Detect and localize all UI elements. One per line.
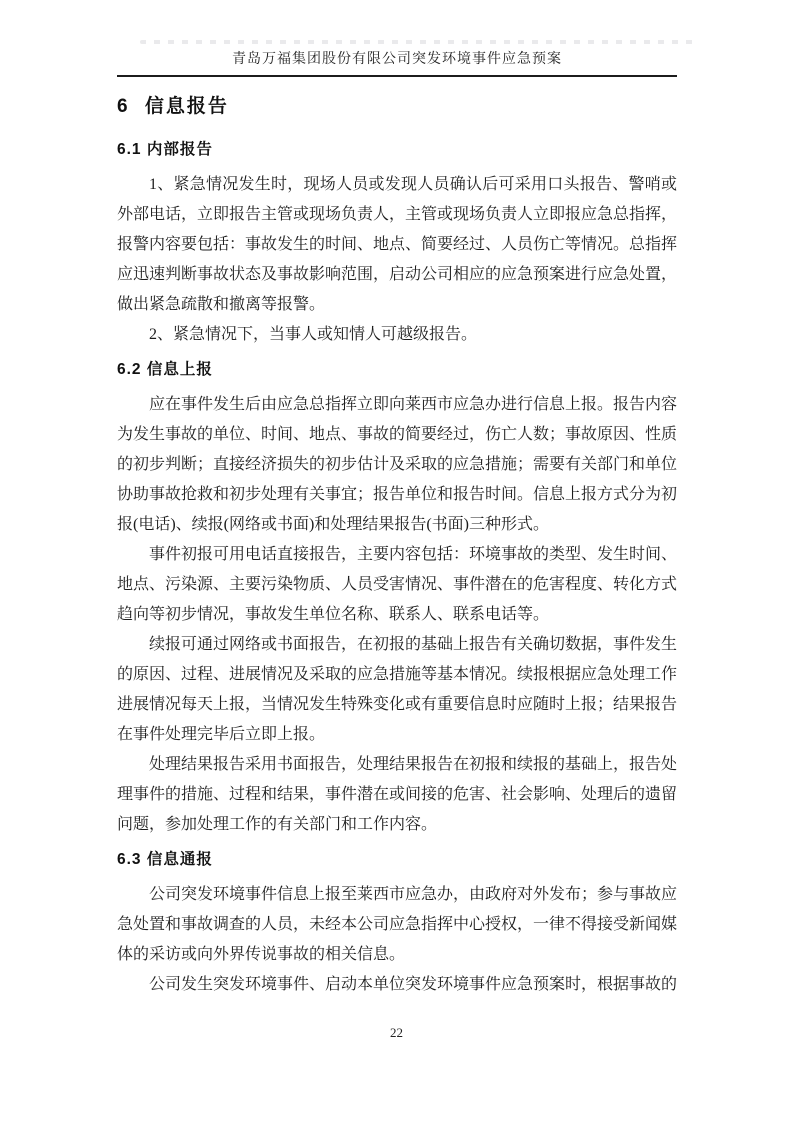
paragraph: 应在事件发生后由应急总指挥立即向莱西市应急办进行信息上报。报告内容为发生事故的单位、时间、地点、事故的简要经过，伤亡人数；事故原因、性质的初步判断；直接经济损失的初步估计及采取的应急措施；需要有关部门和单位协助事故抢救和初步处理有关事宜；报告单位和报告时间。信息上报方式分为初报(电话)、续报(网络或书面)和处理结果报告(书面)三种形式。 bbox=[117, 396, 678, 533]
page-footer bbox=[0, 1024, 793, 1042]
paragraph: 2、紧急情况下，当事人或知情人可越级报告。 bbox=[149, 326, 478, 343]
section-heading: 6.2 信息上报 bbox=[117, 361, 213, 378]
header-rule bbox=[117, 75, 677, 77]
header-title: 青岛万福集团股份有限公司突发环境事件应急预案 bbox=[232, 52, 562, 67]
paragraph: 1、紧急情况发生时，现场人员或发现人员确认后可采用口头报告、警哨或外部电话，立即报告主管或现场负责人，主管或现场负责人立即报应急总指挥，报警内容要包括：事故发生的时间、地点、简要经过、人员伤亡等情况。总指挥应迅速判断事故状态及事故影响范围，启动公司相应的应急预案进行应急处置，做出紧急疏散和撤离等报警。 bbox=[117, 176, 678, 313]
scan-noise-artifact bbox=[140, 40, 700, 44]
chapter-title: 6 信息报告 bbox=[117, 96, 229, 117]
section-heading: 6.1 内部报告 bbox=[117, 141, 213, 158]
paragraph: 公司突发环境事件信息上报至莱西市应急办，由政府对外发布；参与事故应急处置和事故调查的人员，未经本公司应急指挥中心授权，一律不得接受新闻媒体的采访或向外界传说事故的相关信息。 bbox=[117, 886, 678, 963]
paragraph: 处理结果报告采用书面报告，处理结果报告在初报和续报的基础上，报告处理事件的措施、过程和结果，事件潜在或间接的危害、社会影响、处理后的遗留问题，参加处理工作的有关部门和工作内容。 bbox=[117, 756, 678, 833]
paragraph: 续报可通过网络或书面报告，在初报的基础上报告有关确切数据，事件发生的原因、过程、进展情况及采取的应急措施等基本情况。续报根据应急处理工作进展情况每天上报，当情况发生特殊变化或有重要信息时应随时上报；结果报告在事件处理完毕后立即上报。 bbox=[117, 636, 678, 743]
document-body bbox=[117, 88, 677, 1000]
page-header bbox=[117, 50, 677, 77]
paragraph: 公司发生突发环境事件、启动本单位突发环境事件应急预案时，根据事故的 bbox=[149, 976, 678, 993]
paragraph: 事件初报可用电话直接报告，主要内容包括：环境事故的类型、发生时间、地点、污染源、主要污染物质、人员受害情况、事件潜在的危害程度、转化方式趋向等初步情况，事故发生单位名称、联系人、联系电话等。 bbox=[117, 546, 678, 623]
sections-container bbox=[117, 138, 677, 1000]
page-number: 22 bbox=[390, 1025, 403, 1040]
section-heading: 6.3 信息通报 bbox=[117, 851, 213, 868]
